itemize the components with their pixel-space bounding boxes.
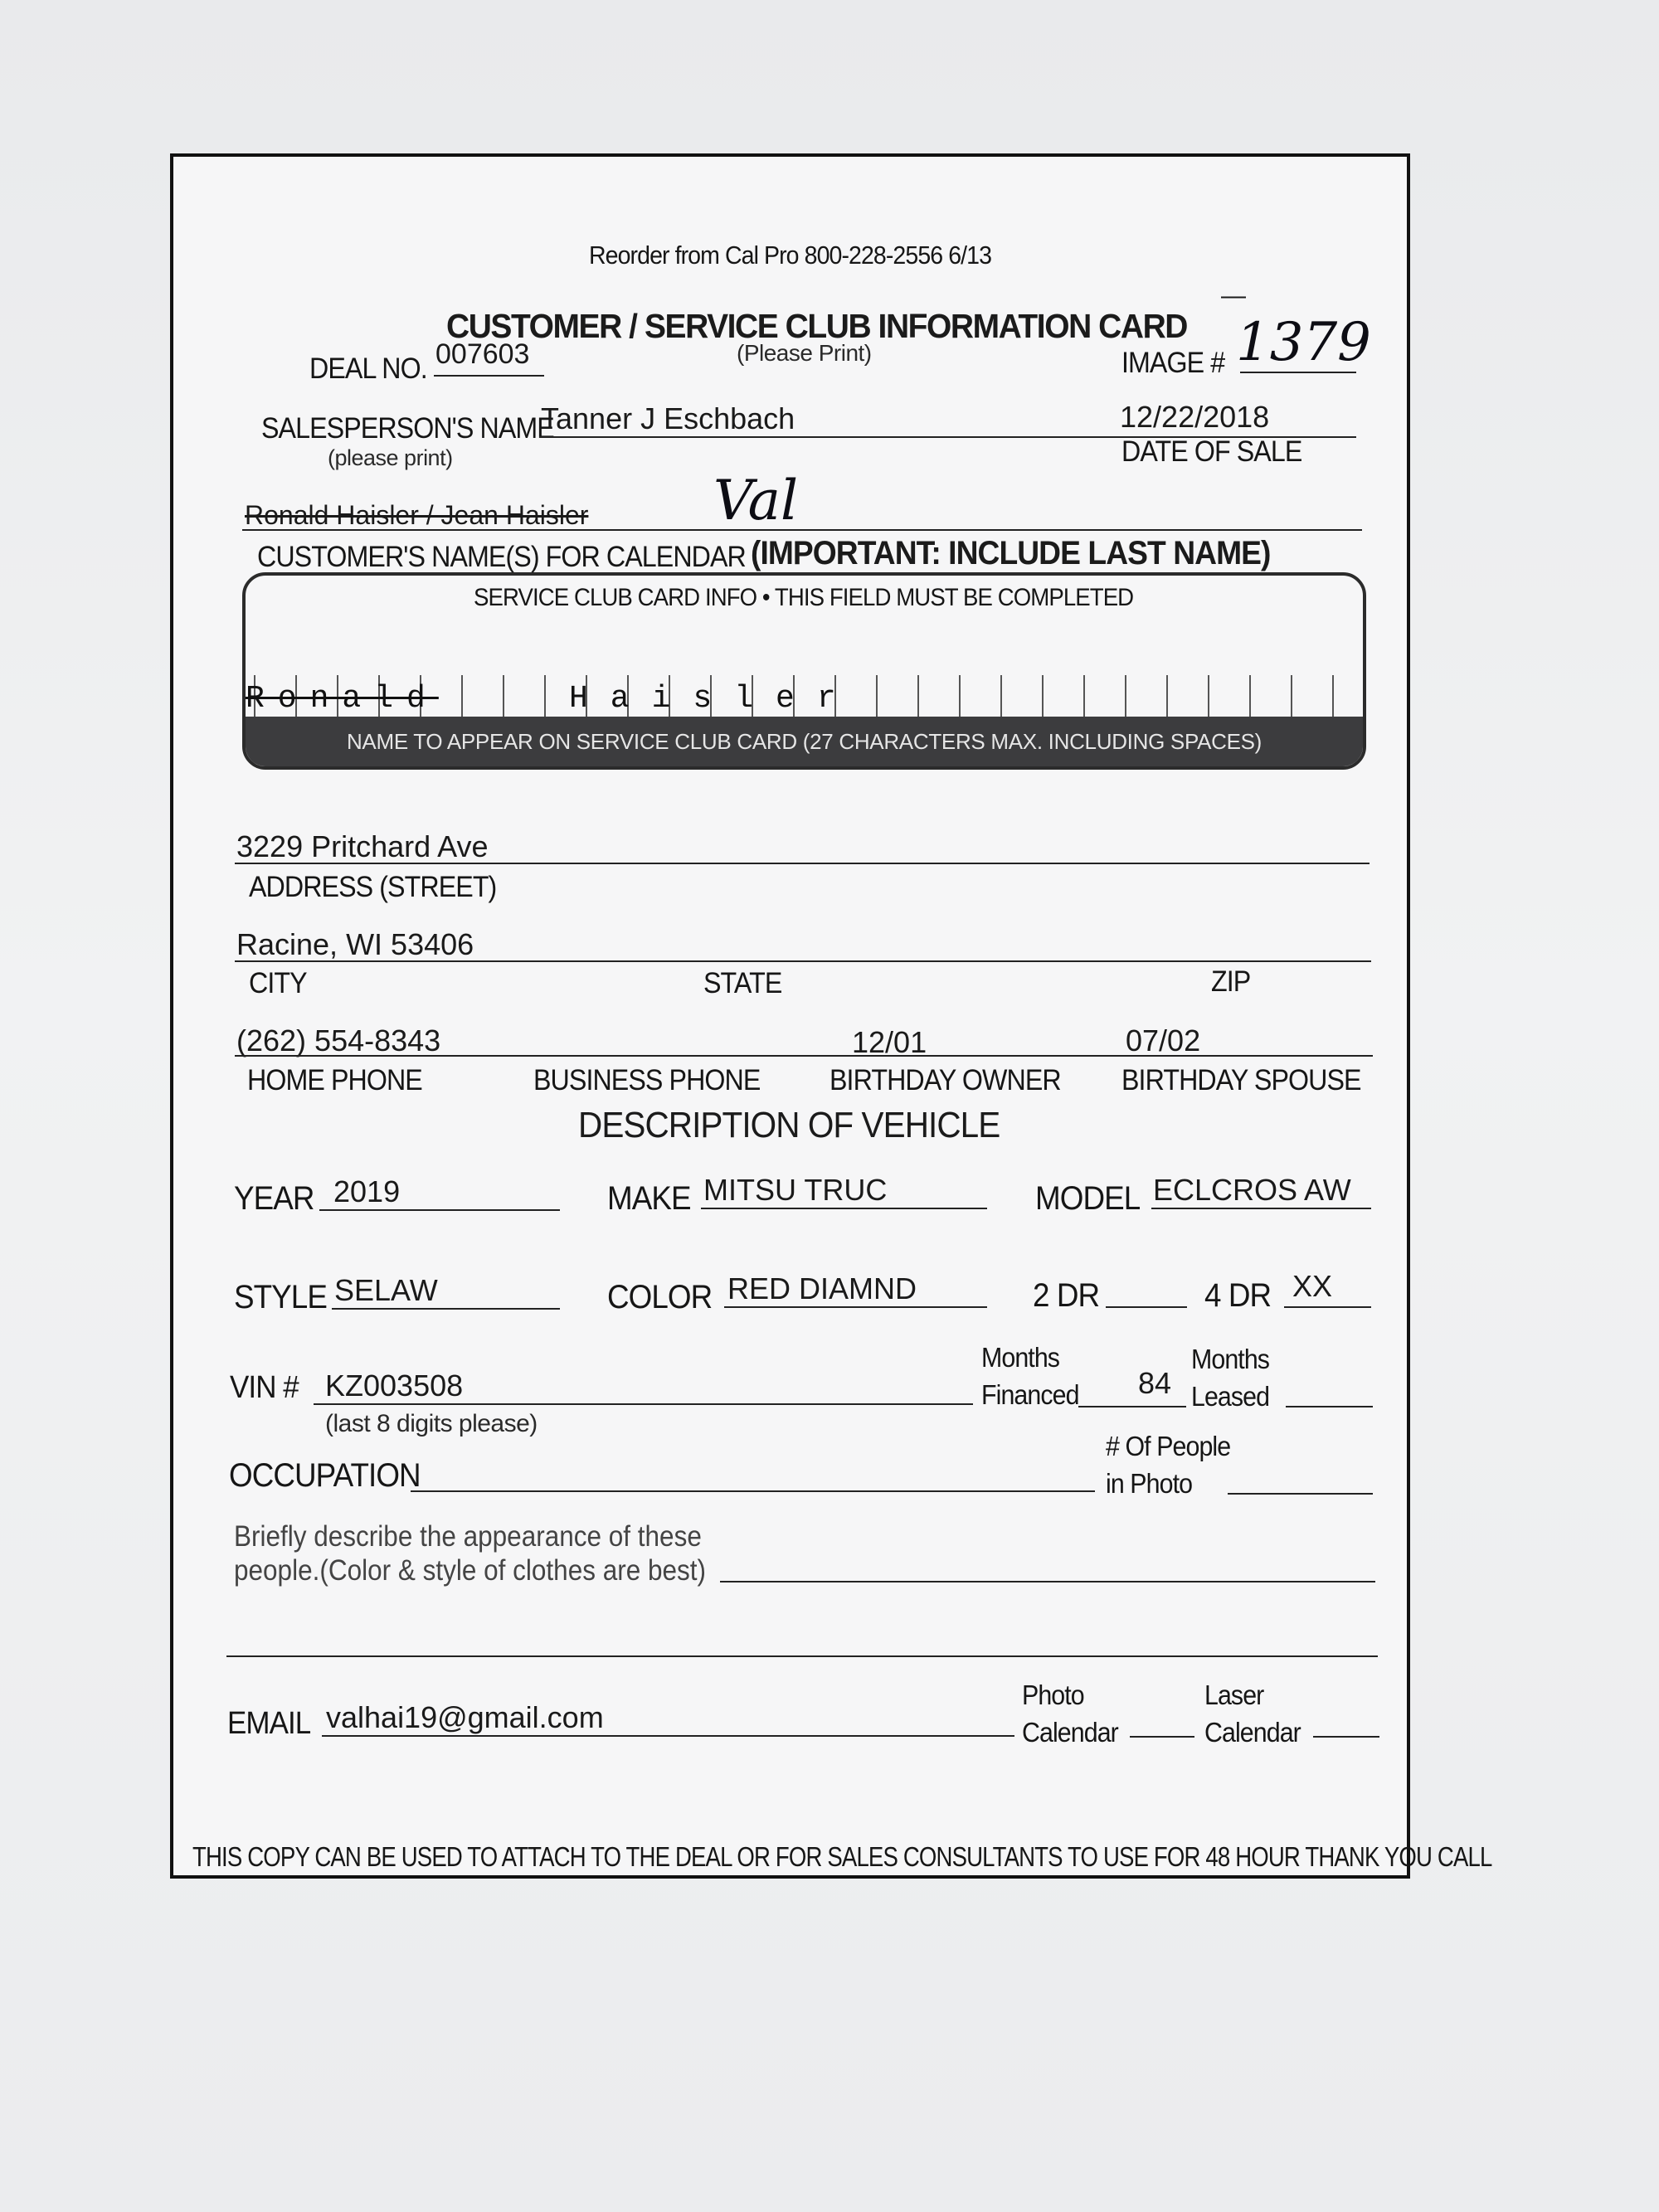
people-in-photo-line <box>1228 1493 1373 1495</box>
business-phone-label: BUSINESS PHONE <box>533 1064 761 1096</box>
city-value: Racine, WI 53406 <box>236 927 474 961</box>
months-leased-label-1: Months <box>1191 1344 1270 1374</box>
date-of-sale-value: 12/22/2018 <box>1120 400 1270 434</box>
character-box-divider <box>1083 675 1085 722</box>
image-number-value: 1379 <box>1236 312 1371 373</box>
customer-names-label: CUSTOMER'S NAME(S) FOR CALENDAR <box>257 541 746 573</box>
character-box-divider <box>1042 675 1044 722</box>
please-print-note: (Please Print) <box>737 340 872 366</box>
card-title: CUSTOMER / SERVICE CLUB INFORMATION CARD <box>446 307 1187 345</box>
photo-calendar-line <box>1130 1736 1194 1738</box>
character-box-divider <box>1125 675 1126 722</box>
style-label: STYLE <box>234 1279 327 1315</box>
character-box-divider <box>1291 675 1292 722</box>
months-financed-label-1: Months <box>981 1342 1060 1373</box>
character-box-divider <box>544 675 546 722</box>
color-value: RED DIAMND <box>727 1271 917 1305</box>
footer-text: THIS COPY CAN BE USED TO ATTACH TO THE DEAL OR FOR SALES CONSULTANTS TO USE FOR 48 HOUR THANK YOU CALL <box>192 1841 1492 1872</box>
months-leased-label-2: Leased <box>1191 1381 1270 1412</box>
character-box-divider <box>1249 675 1251 722</box>
deal-number-label: DEAL NO. <box>309 352 427 385</box>
character-box-divider <box>1166 675 1168 722</box>
image-number-dash: — <box>1221 282 1246 309</box>
four-door-label: 4 DR <box>1204 1277 1272 1314</box>
phones-line <box>235 1055 1373 1057</box>
reorder-text: Reorder from Cal Pro 800-228-2556 6/13 <box>589 241 992 270</box>
color-line <box>724 1306 987 1308</box>
make-line <box>701 1208 987 1209</box>
appearance-prompt-line-1: Briefly describe the appearance of these <box>234 1520 702 1553</box>
laser-calendar-label-2: Calendar <box>1204 1717 1301 1748</box>
vehicle-section-title: DESCRIPTION OF VEHICLE <box>578 1105 1000 1145</box>
street-value: 3229 Pritchard Ave <box>236 829 489 863</box>
character-box-divider <box>917 675 919 722</box>
months-financed-value: 84 <box>1138 1366 1172 1400</box>
date-of-sale-label: DATE OF SALE <box>1121 435 1302 468</box>
image-number-line <box>1240 372 1356 373</box>
style-line <box>332 1308 560 1310</box>
photo-calendar-label-1: Photo <box>1022 1680 1084 1710</box>
four-door-line <box>1284 1306 1371 1308</box>
include-last-name-note: (IMPORTANT: INCLUDE LAST NAME) <box>751 535 1271 571</box>
street-line <box>235 863 1370 864</box>
months-financed-line <box>1078 1406 1186 1407</box>
birthday-spouse-label: BIRTHDAY SPOUSE <box>1121 1064 1361 1096</box>
months-financed-label-2: Financed <box>981 1379 1079 1410</box>
city-label: CITY <box>249 967 307 999</box>
character-box-divider <box>876 675 878 722</box>
home-phone-label: HOME PHONE <box>247 1064 422 1096</box>
two-door-line <box>1106 1306 1187 1308</box>
make-label: MAKE <box>607 1180 691 1217</box>
laser-calendar-label-1: Laser <box>1204 1680 1264 1710</box>
make-value: MITSU TRUC <box>703 1173 888 1207</box>
model-label: MODEL <box>1035 1180 1141 1217</box>
year-line <box>319 1209 560 1211</box>
state-label: STATE <box>703 967 782 999</box>
service-club-title: SERVICE CLUB CARD INFO • THIS FIELD MUST BE COMPLETED <box>474 584 1134 611</box>
appearance-line-1 <box>720 1581 1375 1582</box>
street-label: ADDRESS (STREET) <box>249 871 497 903</box>
service-club-box <box>242 572 1366 770</box>
home-phone-value: (262) 554-8343 <box>236 1023 441 1057</box>
character-box-divider <box>1000 675 1002 722</box>
model-value: ECLCROS AW <box>1153 1173 1351 1207</box>
character-box-divider <box>959 675 961 722</box>
birthday-owner-label: BIRTHDAY OWNER <box>830 1064 1061 1096</box>
year-label: YEAR <box>234 1180 314 1217</box>
handwritten-customer-name: Val <box>713 469 799 532</box>
vin-value: KZ003508 <box>325 1369 464 1403</box>
service-club-last-name: Haisler <box>569 681 859 717</box>
character-box-divider <box>503 675 504 722</box>
two-door-label: 2 DR <box>1033 1277 1100 1314</box>
email-label: EMAIL <box>227 1706 311 1741</box>
birthday-owner-value: 12/01 <box>852 1025 927 1059</box>
salesperson-value: Tanner J Eschbach <box>541 401 795 435</box>
service-club-first-name-crossed: Ronald <box>246 681 439 717</box>
vin-label: VIN # <box>230 1370 299 1405</box>
crossed-out-customer-names: Ronald Haisler / Jean Haisler <box>245 500 589 530</box>
months-leased-line <box>1286 1406 1373 1407</box>
email-value: valhai19@gmail.com <box>326 1700 604 1734</box>
people-in-photo-label-1: # Of People <box>1106 1431 1231 1461</box>
color-label: COLOR <box>607 1279 713 1315</box>
character-box-divider <box>1208 675 1209 722</box>
city-line <box>235 960 1371 962</box>
deal-number-value: 007603 <box>435 338 530 370</box>
appearance-line-2 <box>226 1655 1378 1657</box>
appearance-prompt-line-2: people.(Color & style of clothes are best) <box>234 1554 707 1587</box>
zip-label: ZIP <box>1211 965 1251 998</box>
laser-calendar-line <box>1313 1736 1379 1738</box>
birthday-spouse-value: 07/02 <box>1126 1023 1201 1057</box>
occupation-label: OCCUPATION <box>229 1457 421 1494</box>
service-club-name-bar: NAME TO APPEAR ON SERVICE CLUB CARD (27 CHARACTERS MAX. INCLUDING SPACES) <box>246 717 1363 766</box>
email-line <box>322 1735 1014 1737</box>
style-value: SELAW <box>334 1273 438 1307</box>
year-value: 2019 <box>333 1174 401 1208</box>
occupation-line <box>411 1490 1095 1492</box>
photo-calendar-label-2: Calendar <box>1022 1717 1118 1748</box>
people-in-photo-label-2: in Photo <box>1106 1468 1193 1499</box>
model-line <box>1151 1208 1371 1209</box>
vin-sublabel: (last 8 digits please) <box>325 1410 538 1437</box>
deal-number-line <box>434 375 544 377</box>
character-box-divider <box>461 675 463 722</box>
customer-names-line <box>242 529 1362 531</box>
character-box-divider <box>1332 675 1334 722</box>
vin-line <box>314 1403 973 1405</box>
salesperson-sublabel: (please print) <box>328 445 453 470</box>
four-door-value: XX <box>1292 1269 1333 1303</box>
salesperson-label: SALESPERSON'S NAME <box>261 412 554 445</box>
image-number-label: IMAGE # <box>1121 347 1225 379</box>
